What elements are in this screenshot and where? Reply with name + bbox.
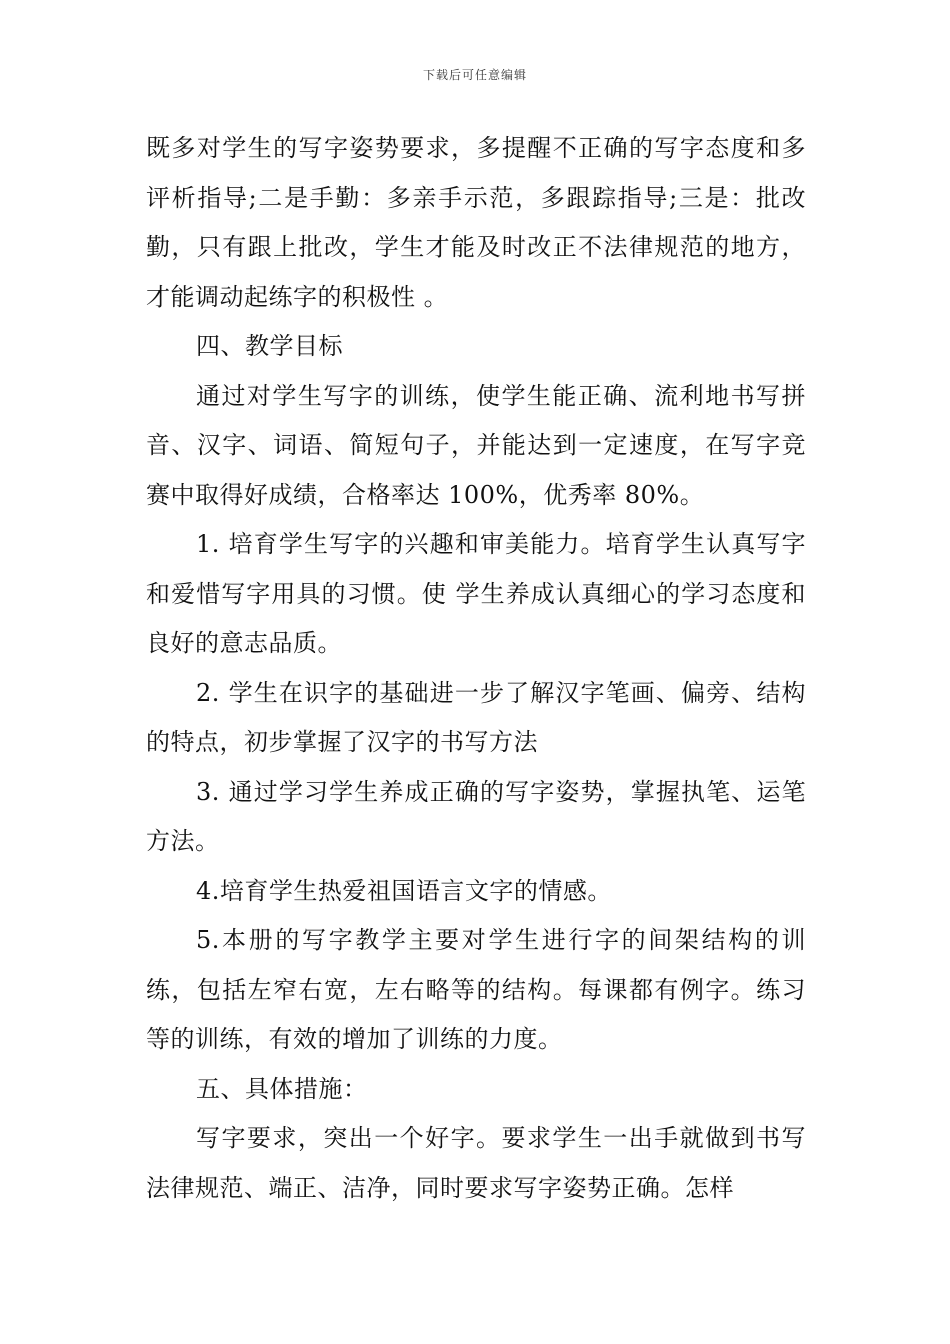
body-text xyxy=(146,124,806,1213)
list-item-1: 1. 培育学生写字的兴趣和审美能力。培育学生认真写字和爱惜写字用具的习惯。使 学生养成认真细心的学习态度和良好的意志品质。 xyxy=(146,530,806,657)
list-item-2: 2. 学生在识字的基础进一步了解汉字笔画、偏旁、结构的特点，初步掌握了汉字的书写方法 xyxy=(146,678,806,756)
section-heading-4: 四、教学目标 xyxy=(196,332,343,360)
list-item-4: 4.培育学生热爱祖国语言文字的情感。 xyxy=(196,876,612,905)
paragraph-3: 写字要求，突出一个好字。要求学生一出手就做到书写法律规范、端正、洁净，同时要求写字姿势正确。怎样 xyxy=(146,1124,806,1202)
list-item-5: 5.本册的写字教学主要对学生进行字的间架结构的训练，包括左窄右宽，左右略等的结构。每课都有例字。练习等的训练，有效的增加了训练的力度。 xyxy=(146,926,806,1053)
section-heading-5: 五、具体措施： xyxy=(196,1074,368,1103)
list-item-3: 3. 通过学习学生养成正确的写字姿势，掌握执笔、运笔方法。 xyxy=(146,777,806,855)
paragraph-2: 通过对学生写字的训练，使学生能正确、流利地书写拼音、汉字、词语、简短句子，并能达到一定速度，在写字竞赛中取得好成绩，合格率达 100%，优秀率 80%。 xyxy=(146,381,806,509)
paragraph-1: 既多对学生的写字姿势要求，多提醒不正确的写字态度和多评析指导;二是手勤：多亲手示范，多跟踪指导;三是：批改勤，只有跟上批改，学生才能及时改正不法律规范的地方，才能调动起练字的积极性 。 xyxy=(146,134,806,311)
header-note: 下载后可任意编辑 xyxy=(422,68,527,82)
